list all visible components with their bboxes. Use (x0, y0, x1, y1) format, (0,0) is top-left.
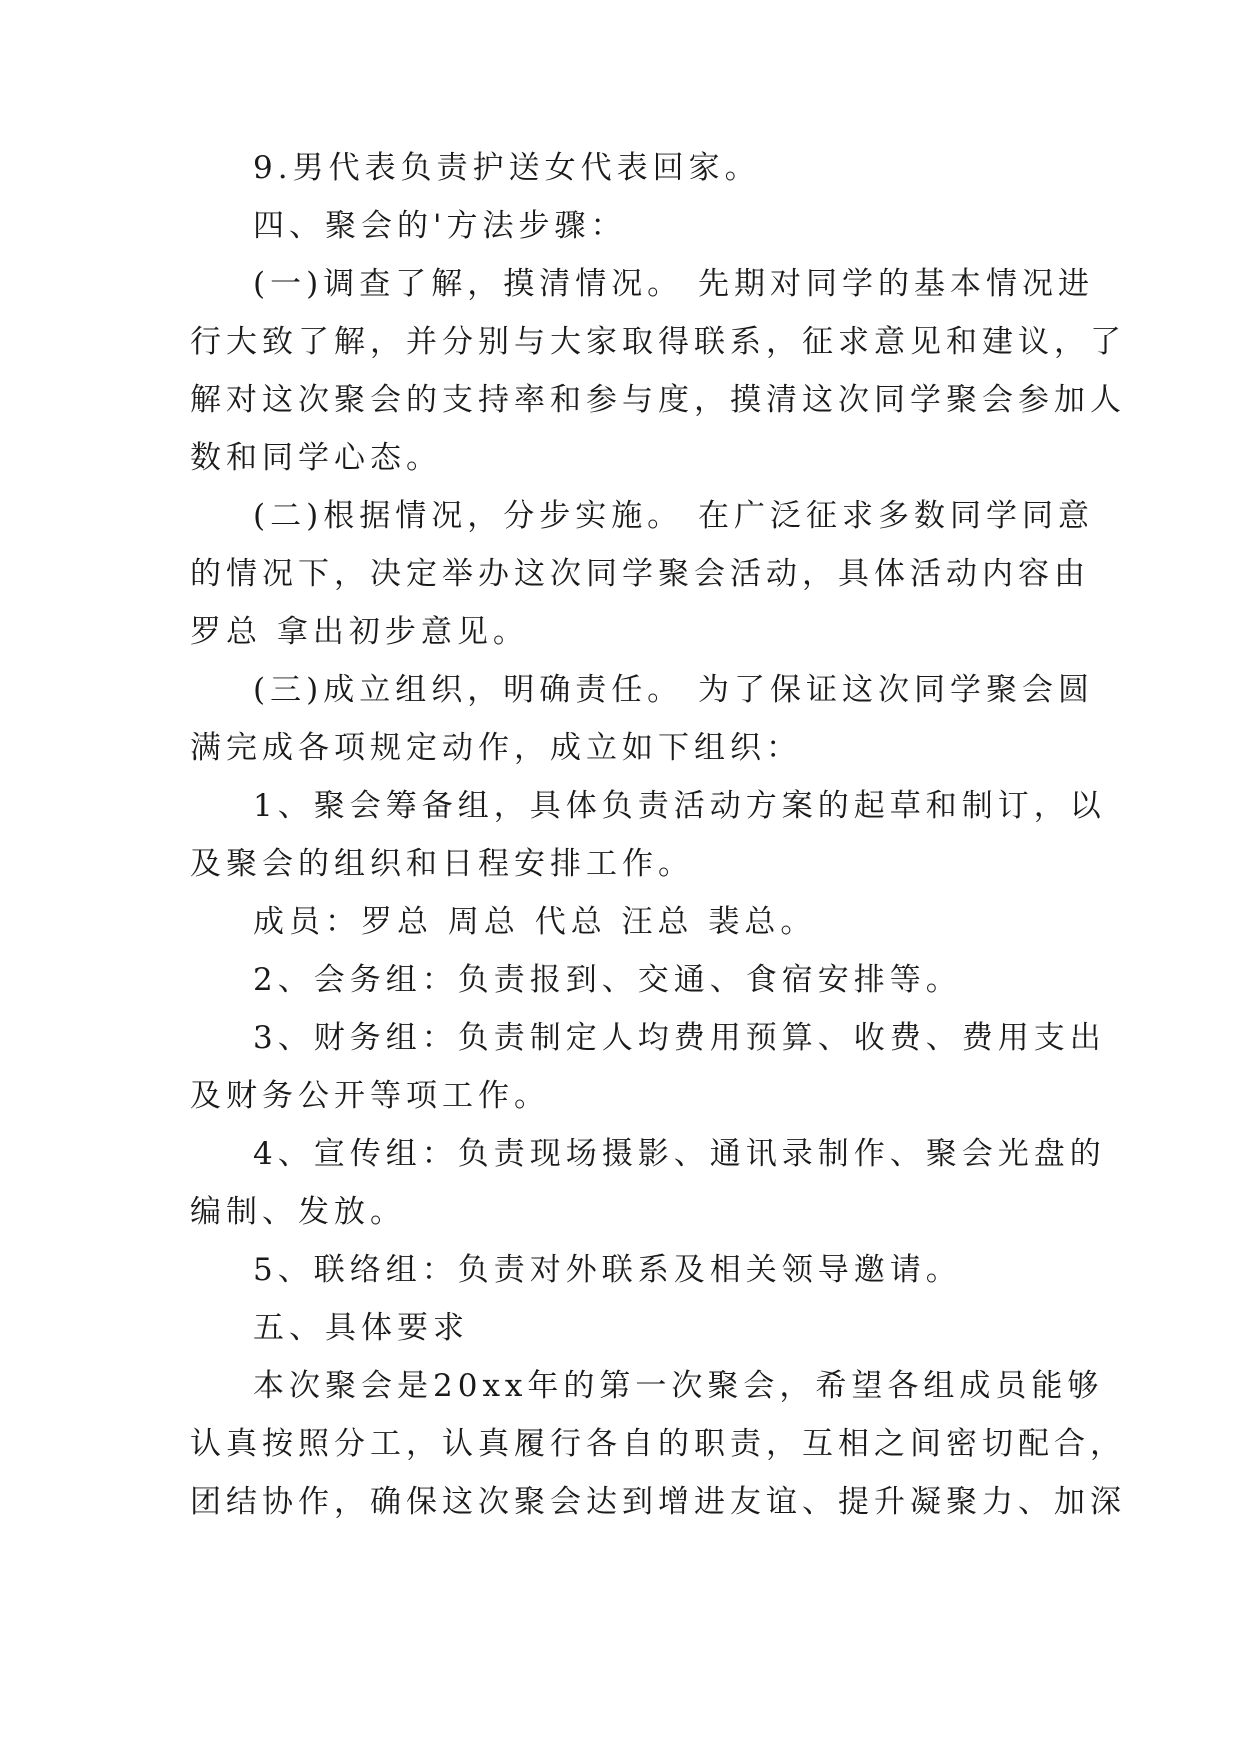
text-line: 9.男代表负责护送女代表回家。 (253, 150, 761, 186)
text-line: 行大致了解，并分别与大家取得联系，征求意见和建议，了 (190, 324, 1126, 360)
text-line: 罗总 拿出初步意见。 (190, 614, 529, 650)
text-line: (三)成立组织，明确责任。 为了保证这次同学聚会圆 (253, 672, 1095, 708)
text-line: 认真按照分工，认真履行各自的职责，互相之间密切配合， (190, 1426, 1126, 1462)
text-line: 团结协作，确保这次聚会达到增进友谊、提升凝聚力、加深 (190, 1484, 1126, 1520)
section-heading: 五、具体要求 (253, 1310, 469, 1346)
text-line: 编制、发放。 (190, 1194, 406, 1230)
text-line: 3、财务组：负责制定人均费用预算、收费、费用支出 (253, 1020, 1106, 1056)
text-line: 2、会务组：负责报到、交通、食宿安排等。 (253, 962, 962, 998)
text-line: (一)调查了解，摸清情况。 先期对同学的基本情况进 (253, 266, 1095, 302)
text-line: 解对这次聚会的支持率和参与度，摸清这次同学聚会参加人 (190, 382, 1126, 418)
text-line: 本次聚会是20xx年的第一次聚会，希望各组成员能够 (253, 1368, 1104, 1404)
text-line: 及聚会的组织和日程安排工作。 (190, 846, 694, 882)
text-line: 的情况下，决定举办这次同学聚会活动，具体活动内容由 (190, 556, 1090, 592)
text-line: 成员：罗总 周总 代总 汪总 裴总。 (253, 904, 817, 940)
text-line: 1、聚会筹备组，具体负责活动方案的起草和制订，以 (253, 788, 1106, 824)
text-line: 数和同学心态。 (190, 440, 442, 476)
text-line: 5、联络组：负责对外联系及相关领导邀请。 (253, 1252, 962, 1288)
text-line: 满完成各项规定动作，成立如下组织： (190, 730, 802, 766)
text-line: 及财务公开等项工作。 (190, 1078, 550, 1114)
section-heading: 四、聚会的'方法步骤： (253, 208, 627, 244)
text-line: 4、宣传组：负责现场摄影、通讯录制作、聚会光盘的 (253, 1136, 1106, 1172)
text-line: (二)根据情况，分步实施。 在广泛征求多数同学同意 (253, 498, 1095, 534)
